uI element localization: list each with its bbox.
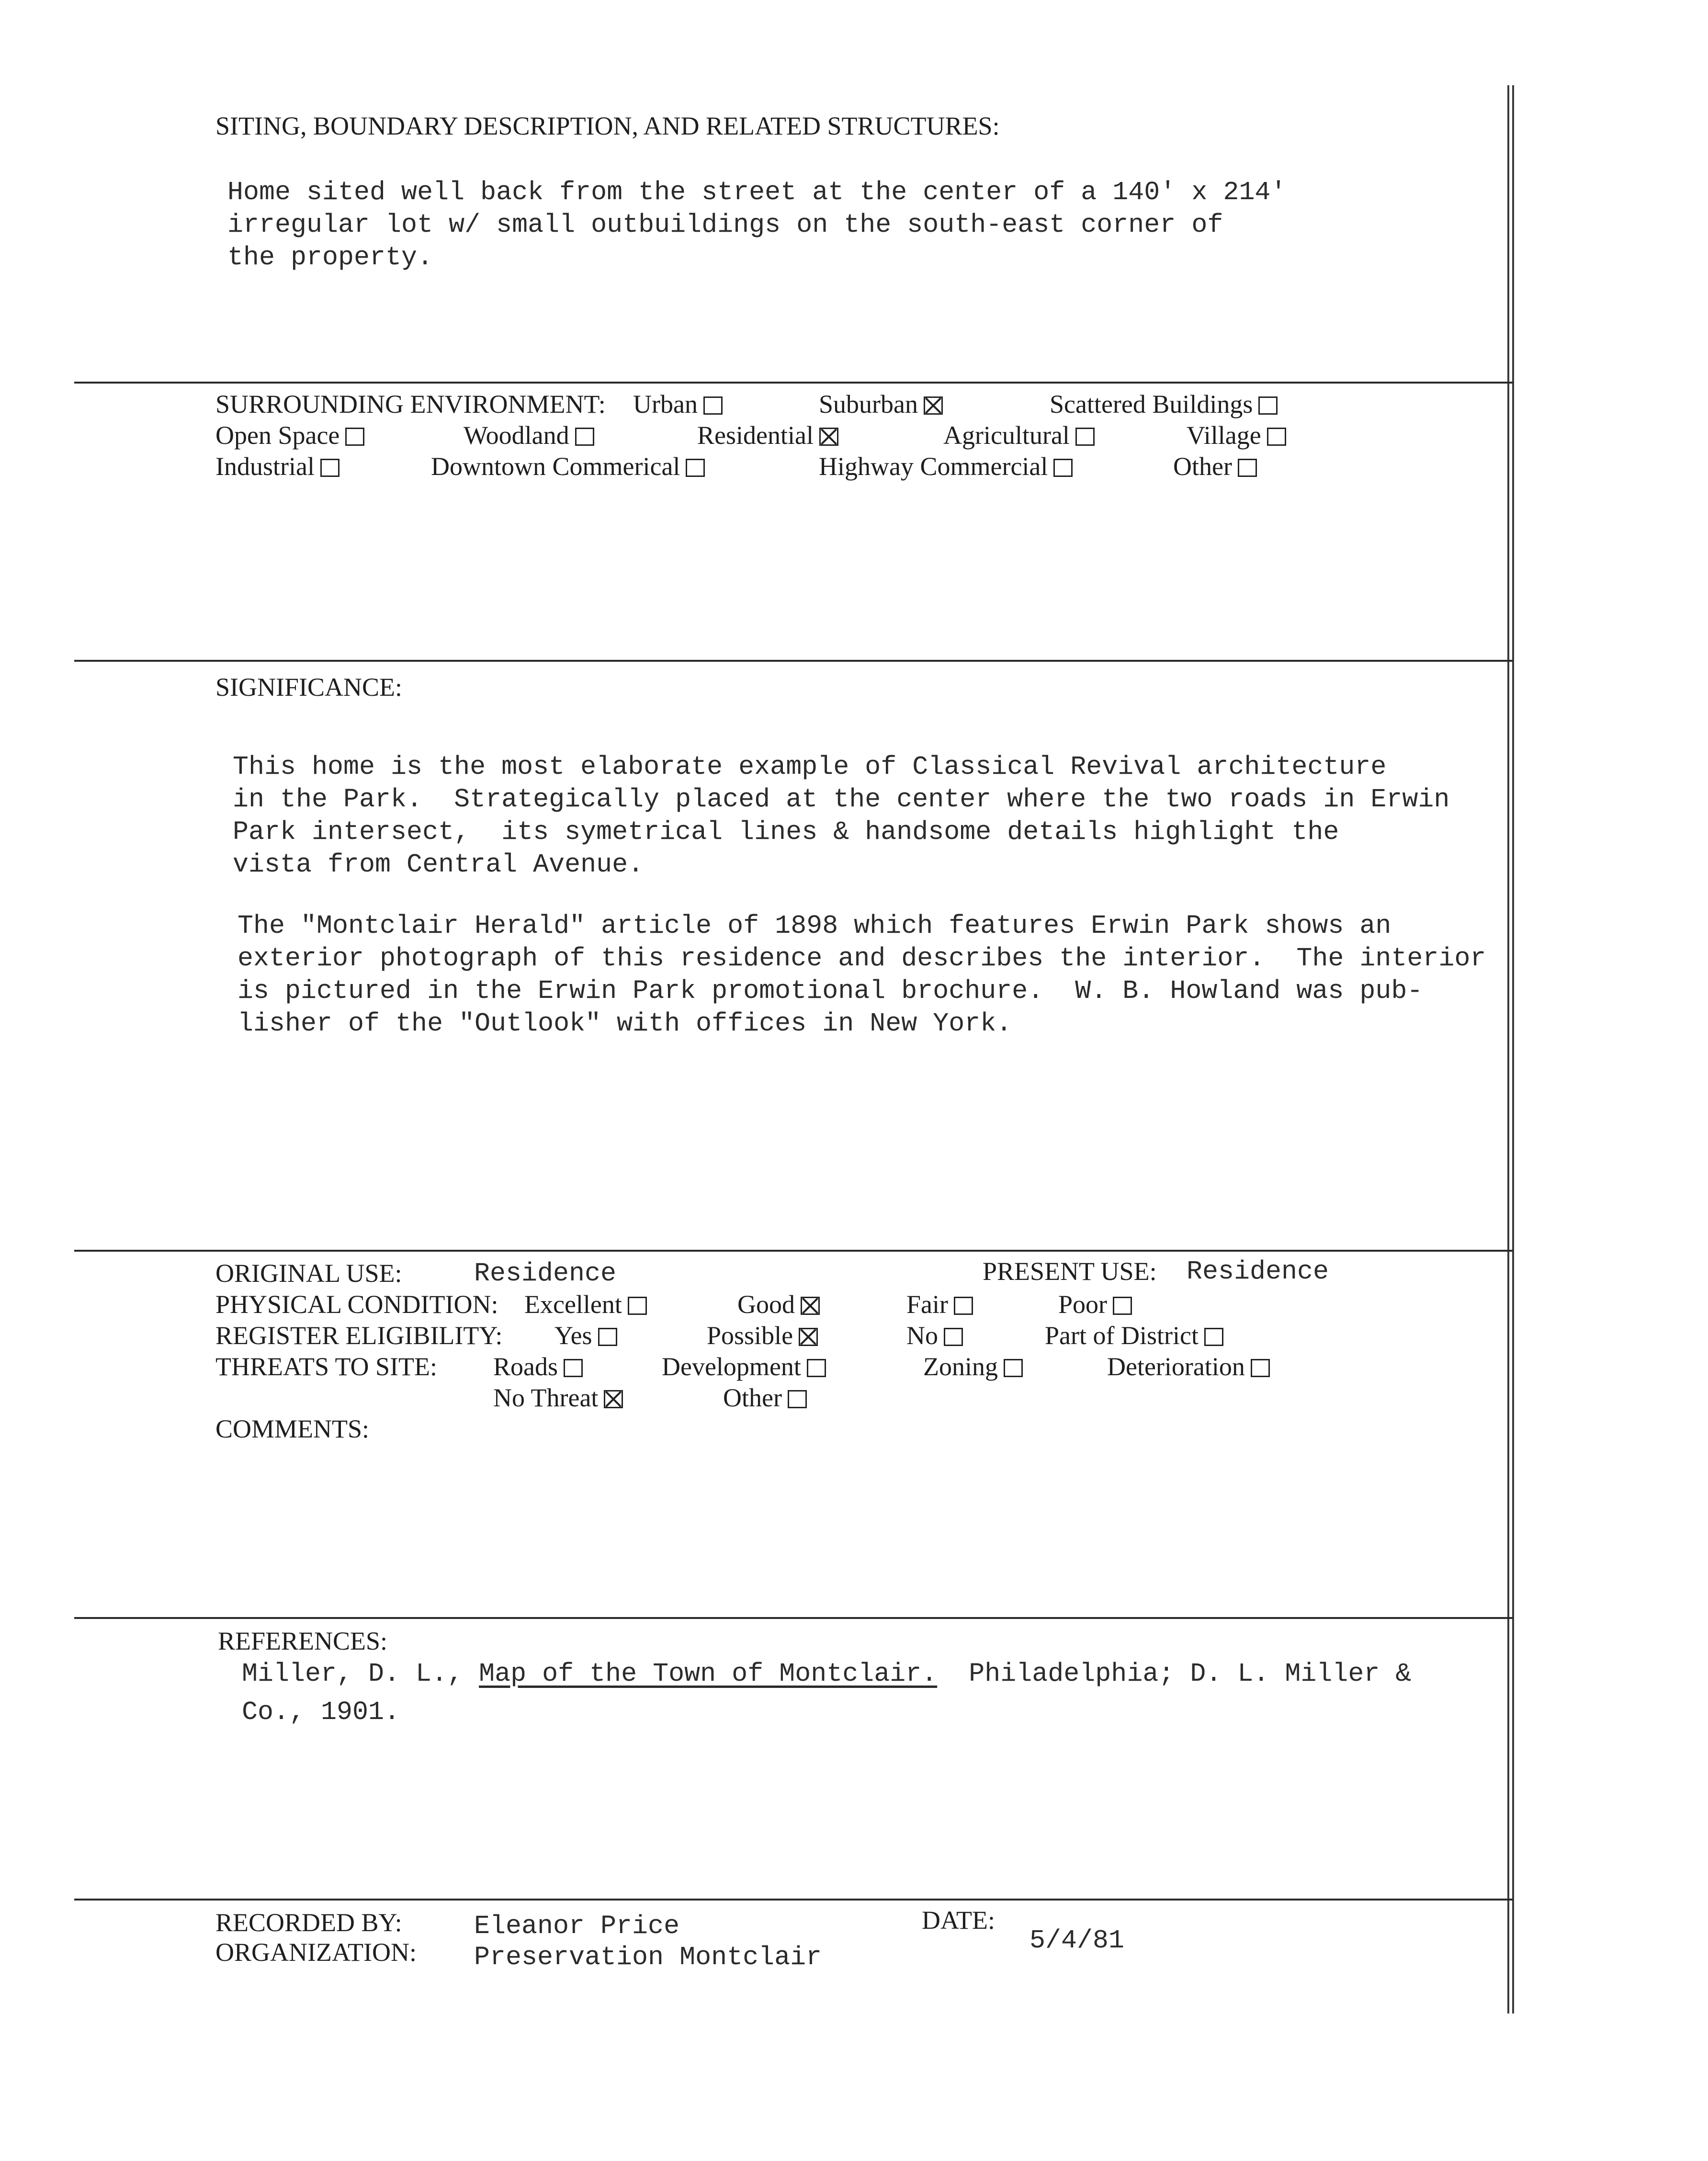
reference-line-2: Co., 1901. bbox=[242, 1697, 400, 1727]
env-residential[interactable] bbox=[697, 422, 838, 448]
env-agricultural[interactable] bbox=[943, 422, 1095, 448]
threat-no-threat-checkbox[interactable] bbox=[604, 1390, 623, 1408]
condition-good-label: Good bbox=[737, 1290, 795, 1319]
recorded-by-value: Eleanor Price bbox=[474, 1911, 680, 1941]
env-urban-checkbox[interactable] bbox=[703, 396, 723, 415]
date-value: 5/4/81 bbox=[1029, 1925, 1125, 1956]
significance-line: The "Montclair Herald" article of 1898 which features Erwin Park shows an bbox=[238, 911, 1391, 941]
env-open-space[interactable] bbox=[215, 422, 364, 448]
significance-line: vista from Central Avenue. bbox=[233, 849, 644, 880]
eligibility-label: REGISTER ELIGIBILITY: bbox=[215, 1321, 503, 1350]
condition-fair-label: Fair bbox=[906, 1290, 948, 1319]
env-suburban-checkbox[interactable] bbox=[924, 396, 943, 415]
significance-line: This home is the most elaborate example of Classical Revival architecture bbox=[233, 752, 1387, 782]
env-woodland-checkbox[interactable] bbox=[575, 428, 594, 446]
env-other-checkbox[interactable] bbox=[1238, 459, 1257, 477]
section-divider bbox=[74, 382, 1513, 384]
env-downtown-label: Downtown Commerical bbox=[431, 452, 680, 481]
eligibility-possible-checkbox[interactable] bbox=[799, 1328, 818, 1346]
significance-line: is pictured in the Erwin Park promotional brochure. W. B. Howland was pub- bbox=[238, 976, 1423, 1006]
eligibility-yes-checkbox[interactable] bbox=[598, 1328, 617, 1346]
threat-deterioration[interactable] bbox=[1107, 1354, 1270, 1380]
env-downtown[interactable] bbox=[431, 453, 705, 479]
env-scattered[interactable] bbox=[1050, 391, 1278, 417]
env-industrial-label: Industrial bbox=[215, 452, 315, 481]
eligibility-yes-label: Yes bbox=[554, 1321, 592, 1350]
env-downtown-checkbox[interactable] bbox=[686, 459, 705, 477]
section-divider bbox=[74, 1250, 1513, 1252]
recorded-by-label: RECORDED BY: bbox=[215, 1908, 402, 1937]
present-use-label: PRESENT USE: bbox=[983, 1257, 1157, 1286]
section-divider bbox=[74, 660, 1513, 662]
comments-label: COMMENTS: bbox=[215, 1414, 370, 1443]
threat-roads-checkbox[interactable] bbox=[564, 1359, 583, 1377]
siting-line: the property. bbox=[227, 242, 433, 272]
env-village-label: Village bbox=[1187, 421, 1261, 450]
condition-good[interactable] bbox=[737, 1291, 820, 1317]
condition-poor-label: Poor bbox=[1058, 1290, 1108, 1319]
env-village[interactable] bbox=[1187, 422, 1286, 448]
threats-label: THREATS TO SITE: bbox=[215, 1352, 438, 1381]
condition-good-checkbox[interactable] bbox=[801, 1297, 820, 1315]
threat-zoning[interactable] bbox=[923, 1354, 1023, 1380]
original-use-label: ORIGINAL USE: bbox=[215, 1259, 402, 1288]
env-residential-label: Residential bbox=[697, 421, 814, 450]
significance-line: in the Park. Strategically placed at the center where the two roads in Erwin bbox=[233, 784, 1450, 815]
siting-heading: SITING, BOUNDARY DESCRIPTION, AND RELATED STRUCTURES: bbox=[215, 112, 1000, 140]
significance-para-1 bbox=[233, 751, 1449, 881]
env-industrial[interactable] bbox=[215, 453, 339, 479]
env-scattered-checkbox[interactable] bbox=[1258, 396, 1278, 415]
siting-line: Home sited well back from the street at the center of a 140' x 214' bbox=[227, 177, 1287, 207]
eligibility-yes[interactable] bbox=[554, 1323, 617, 1348]
env-highway-checkbox[interactable] bbox=[1053, 459, 1073, 477]
section-divider bbox=[74, 1899, 1513, 1901]
condition-poor-checkbox[interactable] bbox=[1113, 1297, 1132, 1315]
condition-excellent-checkbox[interactable] bbox=[628, 1297, 647, 1315]
env-open-space-label: Open Space bbox=[215, 421, 340, 450]
original-use-value: Residence bbox=[474, 1258, 617, 1289]
env-suburban-label: Suburban bbox=[819, 390, 918, 419]
eligibility-no-checkbox[interactable] bbox=[944, 1328, 963, 1346]
condition-excellent-label: Excellent bbox=[524, 1290, 622, 1319]
env-residential-checkbox[interactable] bbox=[819, 428, 838, 446]
threat-development[interactable] bbox=[662, 1354, 826, 1380]
threat-zoning-checkbox[interactable] bbox=[1004, 1359, 1023, 1377]
reference-author: Miller, D. L., bbox=[242, 1659, 479, 1689]
date-label: DATE: bbox=[922, 1906, 995, 1935]
eligibility-no-label: No bbox=[906, 1321, 938, 1350]
eligibility-district[interactable] bbox=[1045, 1323, 1223, 1348]
significance-line: lisher of the "Outlook" with offices in New York. bbox=[238, 1008, 1012, 1039]
right-border-line-outer bbox=[1512, 85, 1514, 2014]
siting-line: irregular lot w/ small outbuildings on the south-east corner of bbox=[227, 210, 1223, 240]
env-highway-label: Highway Commercial bbox=[819, 452, 1048, 481]
threat-other[interactable] bbox=[723, 1385, 807, 1411]
env-other[interactable] bbox=[1173, 453, 1257, 479]
organization-label: ORGANIZATION: bbox=[215, 1938, 417, 1967]
reference-publisher: Philadelphia; D. L. Miller & bbox=[937, 1659, 1412, 1689]
env-other-label: Other bbox=[1173, 452, 1232, 481]
env-agricultural-label: Agricultural bbox=[943, 421, 1070, 450]
environment-heading: SURROUNDING ENVIRONMENT: bbox=[215, 390, 606, 419]
threat-roads-label: Roads bbox=[493, 1352, 558, 1381]
env-highway[interactable] bbox=[819, 453, 1073, 479]
threat-development-checkbox[interactable] bbox=[807, 1359, 826, 1377]
condition-poor[interactable] bbox=[1058, 1291, 1132, 1317]
right-border-line bbox=[1507, 85, 1509, 2014]
env-urban[interactable] bbox=[633, 391, 723, 417]
condition-fair[interactable] bbox=[906, 1291, 973, 1317]
threat-deterioration-label: Deterioration bbox=[1107, 1352, 1245, 1381]
siting-text bbox=[227, 176, 1286, 274]
eligibility-district-checkbox[interactable] bbox=[1204, 1328, 1223, 1346]
significance-line: Park intersect, its symetrical lines & handsome details highlight the bbox=[233, 817, 1339, 847]
env-urban-label: Urban bbox=[633, 390, 698, 419]
significance-para-2 bbox=[238, 910, 1486, 1040]
references-heading: REFERENCES: bbox=[218, 1627, 388, 1655]
eligibility-no[interactable] bbox=[906, 1323, 963, 1348]
env-woodland-label: Woodland bbox=[464, 421, 569, 450]
env-village-checkbox[interactable] bbox=[1267, 428, 1286, 446]
condition-excellent[interactable] bbox=[524, 1291, 647, 1317]
threat-roads[interactable] bbox=[493, 1354, 583, 1380]
condition-fair-checkbox[interactable] bbox=[954, 1297, 973, 1315]
threat-development-label: Development bbox=[662, 1352, 801, 1381]
threat-no-threat-label: No Threat bbox=[493, 1383, 599, 1412]
present-use-value: Residence bbox=[1187, 1256, 1329, 1287]
organization-value: Preservation Montclair bbox=[474, 1942, 822, 1972]
significance-line: exterior photograph of this residence and describes the interior. The interior bbox=[238, 943, 1486, 973]
env-woodland[interactable] bbox=[464, 422, 594, 448]
env-scattered-label: Scattered Buildings bbox=[1050, 390, 1253, 419]
section-divider bbox=[74, 1617, 1513, 1619]
threat-no-threat[interactable] bbox=[493, 1385, 623, 1411]
condition-label: PHYSICAL CONDITION: bbox=[215, 1290, 498, 1319]
threat-other-label: Other bbox=[723, 1383, 782, 1412]
env-industrial-checkbox[interactable] bbox=[320, 459, 339, 477]
eligibility-possible[interactable] bbox=[707, 1323, 818, 1348]
env-open-space-checkbox[interactable] bbox=[345, 428, 364, 446]
eligibility-district-label: Part of District bbox=[1045, 1321, 1199, 1350]
threat-other-checkbox[interactable] bbox=[788, 1390, 807, 1408]
threat-zoning-label: Zoning bbox=[923, 1352, 998, 1381]
reference-line-1 bbox=[242, 1661, 1411, 1687]
env-suburban[interactable] bbox=[819, 391, 943, 417]
significance-heading: SIGNIFICANCE: bbox=[215, 673, 403, 701]
env-agricultural-checkbox[interactable] bbox=[1075, 428, 1095, 446]
eligibility-possible-label: Possible bbox=[707, 1321, 793, 1350]
reference-title: Map of the Town of Montclair. bbox=[479, 1659, 938, 1689]
threat-deterioration-checkbox[interactable] bbox=[1251, 1359, 1270, 1377]
